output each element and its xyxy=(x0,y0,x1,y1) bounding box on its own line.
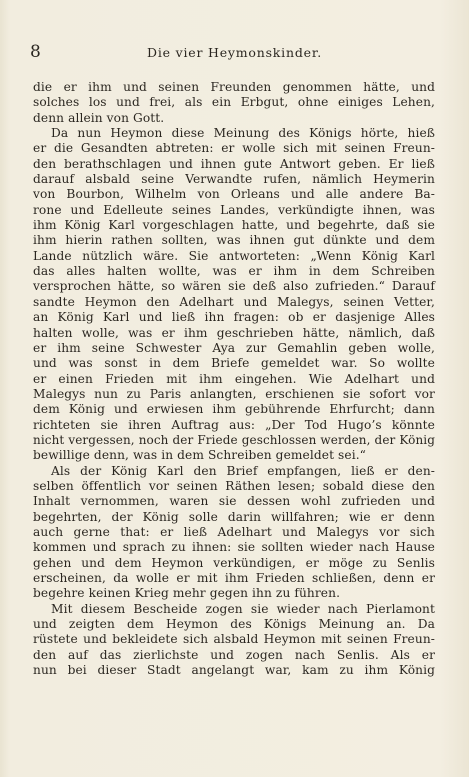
text-line: Lande nützlich wäre. Sie antworteten: „Wenn König Karl xyxy=(33,248,435,263)
text-line: erscheinen, da wolle er mit ihm Frieden schließen, denn er xyxy=(33,571,435,585)
text-line: dem König und erwiesen ihm gebührende Ehrfurcht; dann xyxy=(33,402,435,417)
text-line: bewillige denn, was in dem Schreiben gemeldet sei.“ xyxy=(33,448,367,463)
text-line: ihm hierin rathen sollten, was ihnen gut dünkte und dem xyxy=(33,233,435,248)
text-line: sandte Heymon den Adelhart und Malegys, seinen Vetter, xyxy=(33,294,435,309)
text-line: Da nun Heymon diese Meinung des Königs hörte, hieß xyxy=(51,126,435,141)
text-line: versprochen hätte, so wären sie deß also zufrieden.“ Darauf xyxy=(33,279,435,294)
text-line: und was sonst in dem Briefe gemeldet war. So wollte xyxy=(33,356,435,371)
text-line: er die Gesandten abtreten: er wolle sich mit seinen Freun- xyxy=(33,141,435,156)
page-number: 8 xyxy=(30,42,42,62)
text-line: er einen Frieden mit ihm eingehen. Wie Adelhart und xyxy=(33,371,435,386)
text-line: Als der König Karl den Brief empfangen, ließ er den- xyxy=(51,463,435,478)
text-line: nun bei dieser Stadt angelangt war, kam zu ihm König xyxy=(33,663,435,678)
text-line: selben öffentlich vor seinen Räthen lesen; sobald diese den xyxy=(33,478,435,493)
text-line: das alles halten wollte, was er ihm in dem Schreiben xyxy=(33,264,435,279)
text-line: ihm König Karl vorgeschlagen hatte, und begehrte, daß sie xyxy=(33,218,435,233)
text-line: halten wolle, was er ihm geschrieben hätte, nämlich, daß xyxy=(33,325,435,340)
text-line: rone und Edelleute seines Landes, verkündigte ihnen, was xyxy=(33,202,435,217)
text-line: nicht vergessen, noch der Friede geschlossen werden, der König xyxy=(33,432,435,447)
text-line: denn allein von Gott. xyxy=(33,110,165,125)
text-line: darauf alsbald seine Verwandte rufen, nämlich Heymerin xyxy=(33,172,435,187)
text-line: gehen und dem Heymon verkündigen, er möge zu Senlis xyxy=(33,555,435,570)
text-line: Inhalt vernommen, waren sie dessen wohl zufrieden und xyxy=(33,494,435,509)
page-header xyxy=(30,42,439,64)
text-line: rüstete und bekleidete sich alsbald Heymon mit seinen Freun- xyxy=(33,632,435,647)
text-line: kommen und sprach zu ihnen: sie sollten wieder nach Hause xyxy=(33,540,435,555)
text-line: auch gerne that: er ließ Adelhart und Malegys vor sich xyxy=(33,524,435,539)
text-line: richteten sie ihren Auftrag aus: „Der Tod Hugo’s könnte xyxy=(33,417,435,432)
text-line: Malegys nun zu Paris anlangten, erschienen sie sofort vor xyxy=(33,386,435,401)
running-title: Die vier Heymonskinder. xyxy=(147,45,322,60)
text-line: an König Karl und ließ ihn fragen: ob er dasjenige Alles xyxy=(33,310,435,325)
text-line: begehre keinen Krieg mehr gegen ihn zu führen. xyxy=(33,586,341,601)
text-line: die er ihm und seinen Freunden genommen hätte, und xyxy=(33,80,435,94)
text-line: und zeigten dem Heymon des Königs Meinung an. Da xyxy=(33,617,435,632)
body-text xyxy=(33,80,435,678)
text-line: begehrten, der König solle darin willfahren; wie er denn xyxy=(33,509,435,524)
text-line: von Bourbon, Wilhelm von Orleans und alle andere Ba- xyxy=(33,187,435,202)
text-line: Mit diesem Bescheide zogen sie wieder nach Pierlamont xyxy=(51,601,435,616)
text-line: den berathschlagen und ihnen gute Antwort geben. Er ließ xyxy=(33,156,435,171)
text-line: den auf das zierlichste und zogen nach Senlis. Als er xyxy=(33,647,435,662)
text-line: er ihm seine Schwester Aya zur Gemahlin geben wolle, xyxy=(33,340,435,355)
text-line: solches los und frei, als ein Erbgut, ohne einiges Lehen, xyxy=(33,95,435,110)
